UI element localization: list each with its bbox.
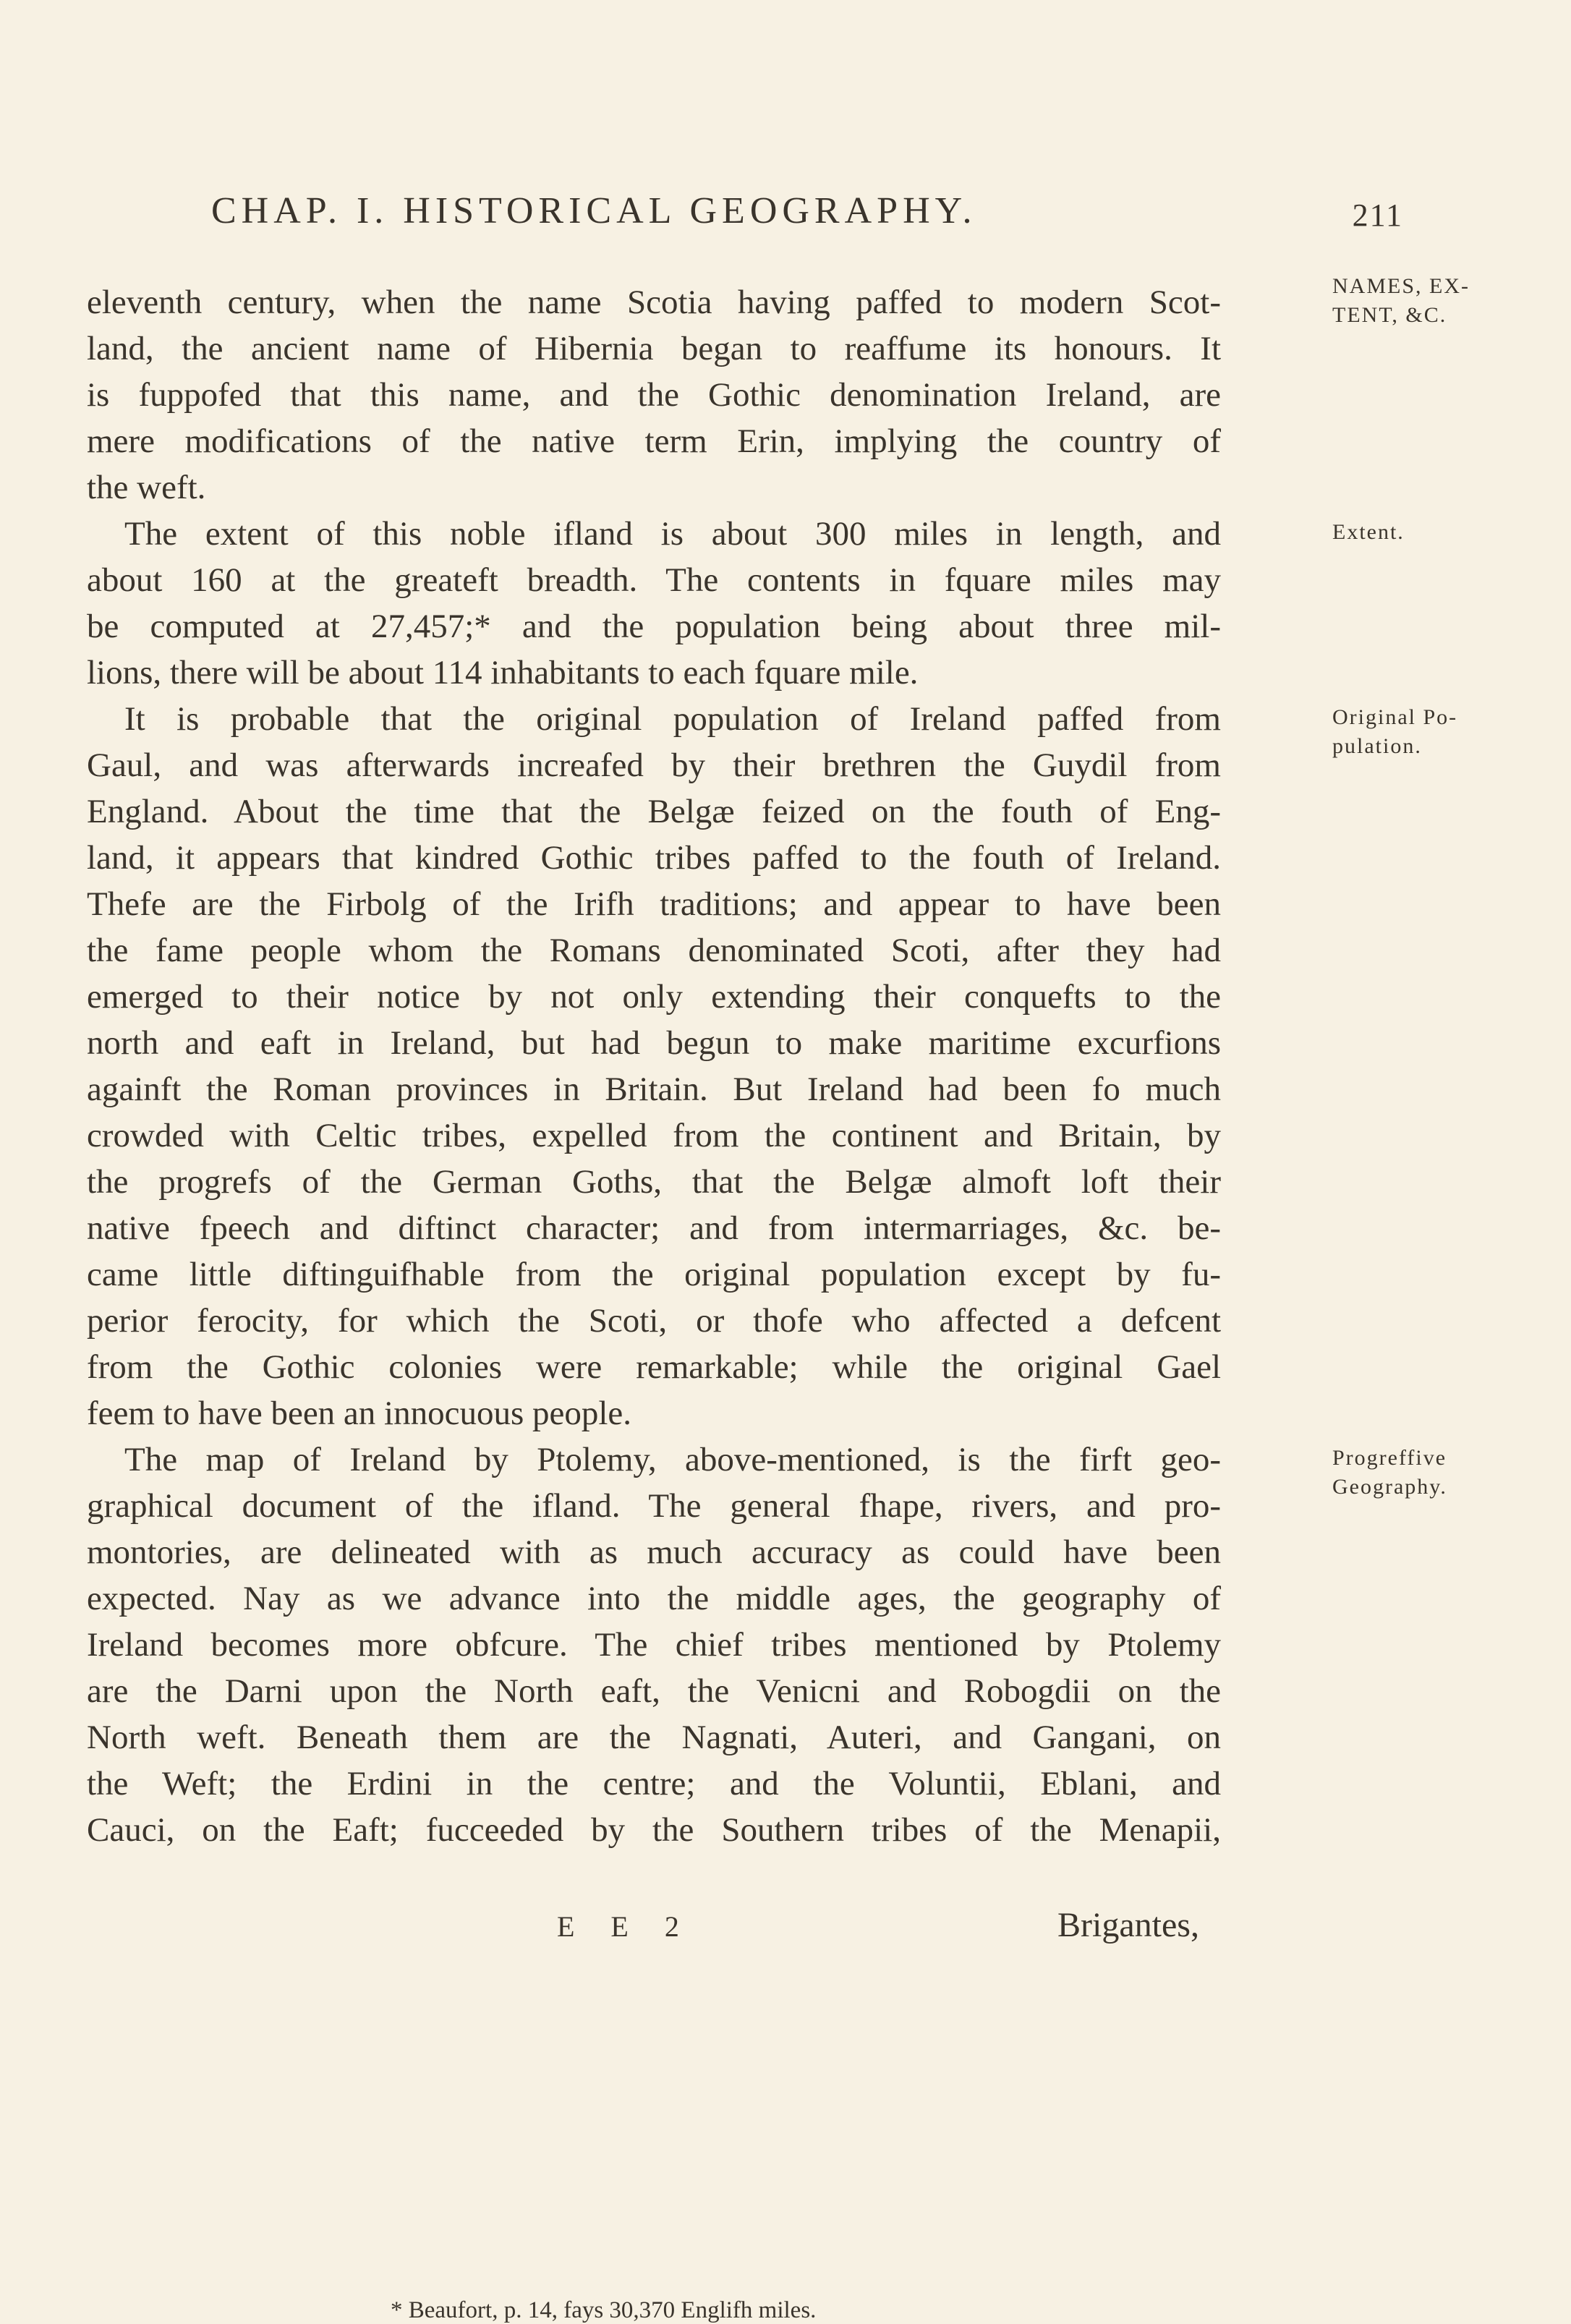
margin-note-original-population: Original Po- pulation. — [1332, 705, 1458, 758]
page-header — [130, 190, 1403, 247]
text-line: The extent of this noble ifland is about 300 miles in length, and — [124, 515, 1221, 553]
text-line: The map of Ireland by Ptolemy, above-mentioned, is the firft geo- — [124, 1441, 1221, 1478]
text-line: crowded with Celtic tribes, expelled from the continent and Britain, by — [87, 1117, 1221, 1154]
text-line: came little diftinguifhable from the original population except by fu- — [87, 1256, 1221, 1293]
text-line: graphical document of the ifland. The general fhape, rivers, and pro- — [87, 1487, 1221, 1525]
text-line: be computed at 27,457;* and the population being about three mil- — [87, 608, 1221, 645]
footnote: * Beaufort, p. 14, fays 30,370 Englifh miles. — [391, 2297, 817, 2323]
text-line: Cauci, on the Eaft; fucceeded by the Southern tribes of the Menapii, — [87, 1811, 1221, 1849]
text-line: expected. Nay as we advance into the middle ages, the geography of — [87, 1580, 1221, 1617]
margin-note-extent: Extent. — [1332, 520, 1405, 544]
text-line: from the Gothic colonies were remarkable; while the original Gael — [87, 1348, 1221, 1386]
text-line: It is probable that the original population of Ireland paffed from — [124, 700, 1221, 738]
text-line: montories, are delineated with as much accuracy as could have been — [87, 1533, 1221, 1571]
text-line: England. About the time that the Belgæ feized on the fouth of Eng- — [87, 793, 1221, 830]
text-line: the progrefs of the German Goths, that the Belgæ almoft loft their — [87, 1163, 1221, 1201]
text-line: Thefe are the Firbolg of the Irifh traditions; and appear to have been — [87, 885, 1221, 923]
text-line: north and eaft in Ireland, but had begun to make maritime excurfions — [87, 1024, 1221, 1062]
text-line: the Weft; the Erdini in the centre; and the Voluntii, Eblani, and — [87, 1765, 1221, 1802]
text-line: about 160 at the greateft breadth. The contents in fquare miles may — [87, 561, 1221, 599]
text-line: the weft. — [87, 469, 206, 506]
text-line: feem to have been an innocuous people. — [87, 1395, 632, 1432]
text-line: are the Darni upon the North eaft, the Venicni and Robogdii on the — [87, 1672, 1221, 1710]
page-footer — [0, 1906, 1571, 1960]
text-line: perior ferocity, for which the Scoti, or thofe who affected a defcent — [87, 1302, 1221, 1340]
text-line: mere modifications of the native term Erin, implying the country of — [87, 422, 1221, 460]
text-line: native fpeech and diftinct character; and from intermarriages, &c. be- — [87, 1209, 1221, 1247]
page-number: 211 — [1352, 197, 1403, 233]
signature-mark: E E 2 — [557, 1910, 694, 1943]
text-line: emerged to their notice by not only extending their conquefts to the — [87, 978, 1221, 1016]
text-line: land, the ancient name of Hibernia began to reaffume its honours. It — [87, 330, 1221, 367]
text-line: North weft. Beneath them are the Nagnati, Auteri, and Gangani, on — [87, 1719, 1221, 1756]
text-line: againft the Roman provinces in Britain. But Ireland had been fo much — [87, 1071, 1221, 1108]
text-line: eleventh century, when the name Scotia having paffed to modern Scot- — [87, 284, 1221, 321]
text-line: lions, there will be about 114 inhabitants to each fquare mile. — [87, 654, 919, 691]
margin-note-progressive-geography: Progreffive Geography. — [1332, 1446, 1447, 1499]
text-line: Ireland becomes more obfcure. The chief tribes mentioned by Ptolemy — [87, 1626, 1221, 1664]
running-head: CHAP. I. HISTORICAL GEOGRAPHY. — [211, 190, 977, 231]
text-line: the fame people whom the Romans denominated Scoti, after they had — [87, 932, 1221, 969]
text-line: Gaul, and was afterwards increafed by their brethren the Guydil from — [87, 746, 1221, 784]
text-line: land, it appears that kindred Gothic tribes paffed to the fouth of Ireland. — [87, 839, 1221, 877]
text-line: is fuppofed that this name, and the Gothic denomination Ireland, are — [87, 376, 1221, 414]
margin-note-names-extent: NAMES, EX- TENT, &C. — [1332, 274, 1470, 327]
catchword: Brigantes, — [1057, 1906, 1199, 1944]
